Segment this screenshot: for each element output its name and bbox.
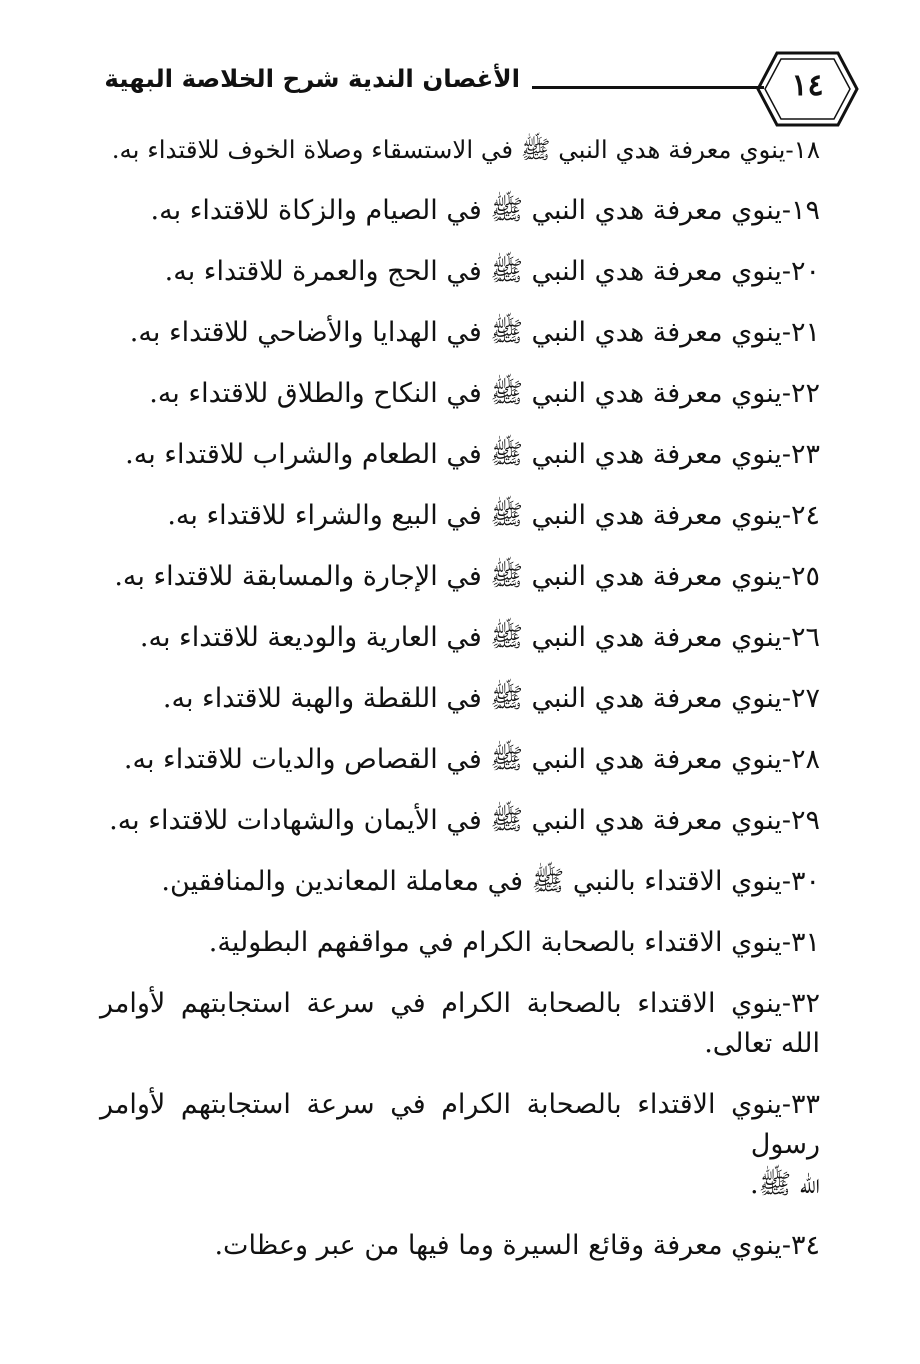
list-item: ٢٩-ينوي معرفة هدي النبي ﷺ في الأيمان والشهادات للاقتداء به. bbox=[109, 805, 820, 836]
page-number-badge bbox=[755, 50, 860, 128]
page-header bbox=[100, 50, 860, 130]
list-item-line: ٣٣-ينوي الاقتداء بالصحابة الكرام في سرعة استجابتهم لأوامر رسول bbox=[100, 1089, 820, 1160]
page-number: ١٤ bbox=[791, 68, 824, 103]
list-item: ٢١-ينوي معرفة هدي النبي ﷺ في الهدايا والأضاحي للاقتداء به. bbox=[129, 317, 820, 348]
list-item: ٢٦-ينوي معرفة هدي النبي ﷺ في العارية والوديعة للاقتداء به. bbox=[139, 622, 820, 653]
list-item: ٢٤-ينوي معرفة هدي النبي ﷺ في البيع والشراء للاقتداء به. bbox=[167, 500, 820, 531]
list-item-wrapped bbox=[100, 1085, 820, 1205]
list-item: ٣٠-ينوي الاقتداء بالنبي ﷺ في معاملة المعاندين والمنافقين. bbox=[161, 866, 820, 897]
list-item-line: الله ﷺ. bbox=[750, 1169, 820, 1200]
list-item-wrapped bbox=[100, 984, 820, 1064]
list-item-line: الله تعالى. bbox=[704, 1028, 820, 1059]
book-title: الأغصان الندية شرح الخلاصة البهية bbox=[104, 64, 520, 93]
list-item: ١٨-ينوي معرفة هدي النبي ﷺ في الاستسقاء وصلاة الخوف للاقتداء به. bbox=[111, 135, 820, 164]
list-item: ١٩-ينوي معرفة هدي النبي ﷺ في الصيام والزكاة للاقتداء به. bbox=[150, 195, 820, 226]
page-content bbox=[100, 130, 820, 1287]
header-rule bbox=[532, 86, 764, 89]
list-item: ٣١-ينوي الاقتداء بالصحابة الكرام في مواقفهم البطولية. bbox=[208, 927, 820, 958]
list-item: ٣٤-ينوي معرفة وقائع السيرة وما فيها من عبر وعظات. bbox=[214, 1230, 820, 1261]
list-item: ٢٨-ينوي معرفة هدي النبي ﷺ في القصاص والديات للاقتداء به. bbox=[123, 744, 820, 775]
list-item: ٢٧-ينوي معرفة هدي النبي ﷺ في اللقطة والهبة للاقتداء به. bbox=[162, 683, 820, 714]
list-item: ٢٢-ينوي معرفة هدي النبي ﷺ في النكاح والطلاق للاقتداء به. bbox=[149, 378, 820, 409]
list-item: ٢٣-ينوي معرفة هدي النبي ﷺ في الطعام والشراب للاقتداء به. bbox=[125, 439, 820, 470]
list-item: ٢٠-ينوي معرفة هدي النبي ﷺ في الحج والعمرة للاقتداء به. bbox=[164, 256, 820, 287]
list-item-line: ٣٢-ينوي الاقتداء بالصحابة الكرام في سرعة استجابتهم لأوامر bbox=[100, 988, 820, 1019]
list-item: ٢٥-ينوي معرفة هدي النبي ﷺ في الإجارة والمسابقة للاقتداء به. bbox=[114, 561, 820, 592]
